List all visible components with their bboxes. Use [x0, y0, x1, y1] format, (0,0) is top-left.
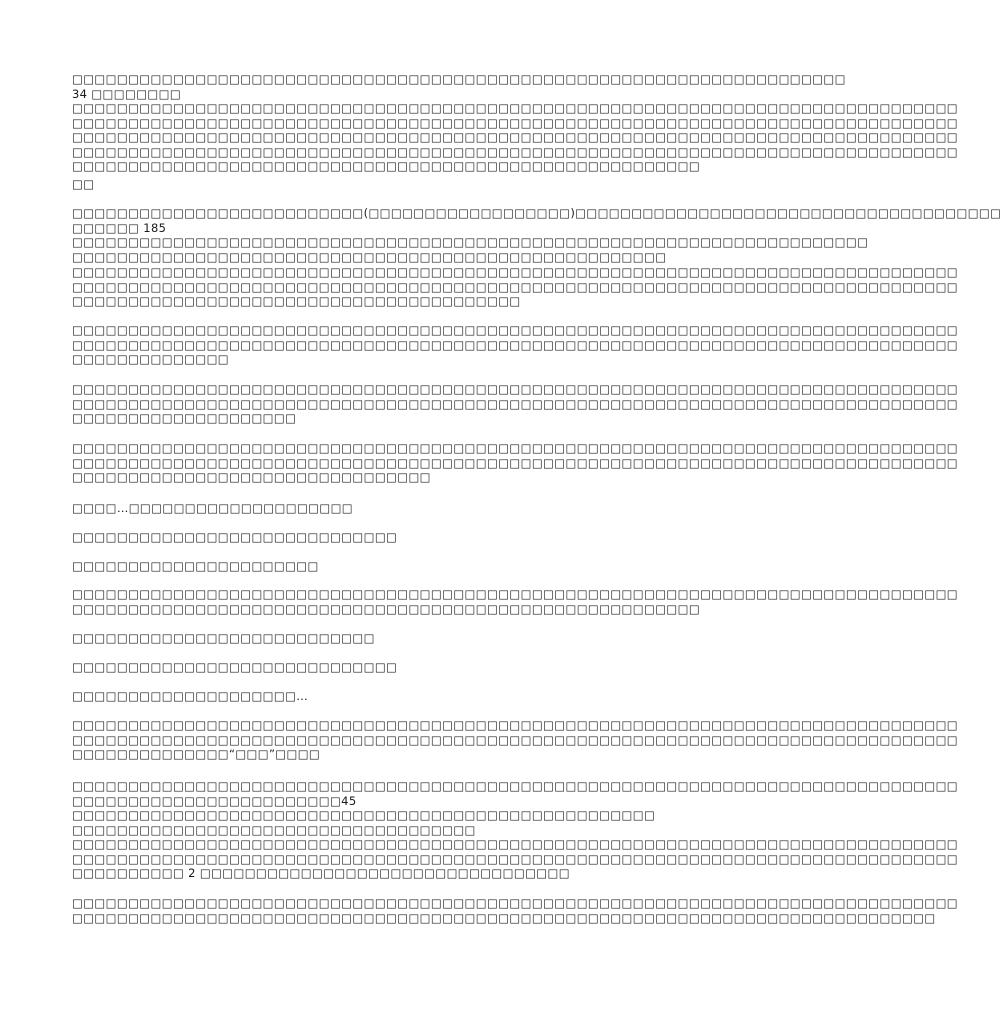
- paragraph-1: □□□□□□□□□□□□□□□□□□□□□□□□□□□□□□□□□□□□□□□□□□□□□□□□□□□□□□□□□□□□□□□□□□□□□ 34 □□□□□□□□ □□□□□□□□□□□□□□□□□□□□□□□□□□□□□□□□□□□□□□□□□□□□□□□□□□□□□□□□□□□□□□□□□□□□□□□□□□□□□□□ □□□□□□□□□□□□□□□□□□□□□□□□□□□□□□□□□□□□□□□□□□□□□□□□□□□□□□□□□□□□□□□□□□□□□□□□□□□□□□□ □□□□□□□□□□□□□□□□□□□□□□□□□□□□□□□□□□□□□□□□□□□□□□□□□□□□□□□□□□□□□□□□□□□□□□□□□□□□□□□ □□□□□□□□□□□□□□□□□□□□□□□□□□□□□□□□□□□□□□□□□□□□□□□□□□□□□□□□□□□□□□□□□□□□□□□□□□□□□□□ □□□□□□□□□□□□□□□□□□□□□□□□□□□□□□□□□□□□□□□□□□□□□□□□□□□□□□□□: [72, 72, 959, 173]
- paragraph-18: □□□□□□□□□□□□□□□□□□□□□□□□□□□□□□□□□□□□□□□□□□□□□□□□□□□□□□□□□□□□□□□□□□□□□□□□□□□□□□□ □□□□□□□□□□□□□□□□□□□□□□□□□□□□□□□□□□□□□□□□□□□□□□□□□□□□□□□□□□□□□□□□□□□□□□□□□□□□□: [72, 896, 959, 925]
- paragraph-4: □□□□□□□□□□□□□□□□□□□□□□□□□□□□□□□□□□□□□□□□□□□□□□□□□□□□□□□□□□□□□□□□□□□□□□□□□□□□□□□ □□□□□□□□□□□□□□□□□□□□□□□□□□□□□□□□□□□□□□□□□□□□□□□□□□□□□□□□□□□□□□□□□□□□□□□□□□□□□□□ □□□□□□□□□□□□□□□□□□□□□□□□□□□□□□□□□□□□□□□□: [72, 265, 959, 308]
- paragraph-5: □□□□□□□□□□□□□□□□□□□□□□□□□□□□□□□□□□□□□□□□□□□□□□□□□□□□□□□□□□□□□□□□□□□□□□□□□□□□□□□ □□□□□□□□□□□□□□□□□□□□□□□□□□□□□□□□□□□□□□□□□□□□□□□□□□□□□□□□□□□□□□□□□□□□□□□□□□□□□□□ □□□□□□□□□□□□□□: [72, 323, 959, 366]
- paragraph-17: □□□□□□□□□□□□□□□□□□□□□□□□□□□□□□□□□□□□□□□□□□□□□□□□□□□□□□□□□□□□□□□□□□□□□□□□□□□□□□□ □□□□□□□□□□□□□□□□□□□□□□□□□□□□□□□□□□□□□□□□□□□□□□□□□□□□□□□□□□□□□□□□□□□□□□□□□□□□□□□ □□□□□□□□□□ 2 □□□□□□□□□□□□□□□□□□□□□□□□□□□□□□□□□: [72, 837, 959, 880]
- paragraph-10: □□□□□□□□□□□□□□□□□□□□□□: [72, 559, 319, 573]
- paragraph-6: □□□□□□□□□□□□□□□□□□□□□□□□□□□□□□□□□□□□□□□□□□□□□□□□□□□□□□□□□□□□□□□□□□□□□□□□□□□□□□□ □□□□□□□□□□□□□□□□□□□□□□□□□□□□□□□□□□□□□□□□□□□□□□□□□□□□□□□□□□□□□□□□□□□□□□□□□□□□□□□ □□□□□□□□□□□□□□□□□□□□: [72, 382, 959, 425]
- paragraph-3: □□□□□□□□□□□□□□□□□□□□□□□□□□(□□□□□□□□□□□□□□□□□□)□□□□□□□□□□□□□□□□□□□□□□□□□□□□□□□□□□□□□□ □□□□□□ 185 □□□□□□□□□□□□□□□□□□□□□□□□□□□□□□□□□□□□□□□□□□□□□□□□□□□□□□□□□□□□□□□□□□□□□□□ □□□□□□□□□□□□□□□□□□□□□□□□□□□□□□□□□□□□□□□□□□□□□□□□□□□□□: [72, 206, 1001, 264]
- paragraph-15: □□□□□□□□□□□□□□□□□□□□□□□□□□□□□□□□□□□□□□□□□□□□□□□□□□□□□□□□□□□□□□□□□□□□□□□□□□□□□□□ □□□□□□□□□□□□□□□□□□□□□□□□□□□□□□□□□□□□□□□□□□□□□□□□□□□□□□□□□□□□□□□□□□□□□□□□□□□□□□□ □□□□□□□□□□□□□□“□□□”□□□□: [72, 718, 959, 761]
- paragraph-14: □□□□□□□□□□□□□□□□□□□□…: [72, 689, 309, 703]
- paragraph-7: □□□□□□□□□□□□□□□□□□□□□□□□□□□□□□□□□□□□□□□□□□□□□□□□□□□□□□□□□□□□□□□□□□□□□□□□□□□□□□□ □□□□□□□□□□□□□□□□□□□□□□□□□□□□□□□□□□□□□□□□□□□□□□□□□□□□□□□□□□□□□□□□□□□□□□□□□□□□□□□ □□□□□□□□□□□□□□□□□□□□□□□□□□□□□□□□: [72, 441, 959, 484]
- paragraph-2: □□: [72, 177, 95, 191]
- paragraph-9: □□□□□□□□□□□□□□□□□□□□□□□□□□□□□: [72, 530, 398, 544]
- paragraph-16: □□□□□□□□□□□□□□□□□□□□□□□□□□□□□□□□□□□□□□□□□□□□□□□□□□□□□□□□□□□□□□□□□□□□□□□□□□□□□□□ □□□□□□□□□□□□□□□□□□□□□□□□45 □□□□□□□□□□□□□□□□□□□□□□□□□□□□□□□□□□□□□□□□□□□□□□□□□□□□ □□□□□□□□□□□□□□□□□□□□□□□□□□□□□□□□□□□□: [72, 779, 959, 837]
- paragraph-11: □□□□□□□□□□□□□□□□□□□□□□□□□□□□□□□□□□□□□□□□□□□□□□□□□□□□□□□□□□□□□□□□□□□□□□□□□□□□□□□ □□□□□□□□□□□□□□□□□□□□□□□□□□□□□□□□□□□□□□□□□□□□□□□□□□□□□□□□: [72, 587, 959, 616]
- paragraph-12: □□□□□□□□□□□□□□□□□□□□□□□□□□□: [72, 631, 375, 645]
- paragraph-8: □□□□…□□□□□□□□□□□□□□□□□□□□: [72, 501, 354, 515]
- paragraph-13: □□□□□□□□□□□□□□□□□□□□□□□□□□□□□: [72, 660, 398, 674]
